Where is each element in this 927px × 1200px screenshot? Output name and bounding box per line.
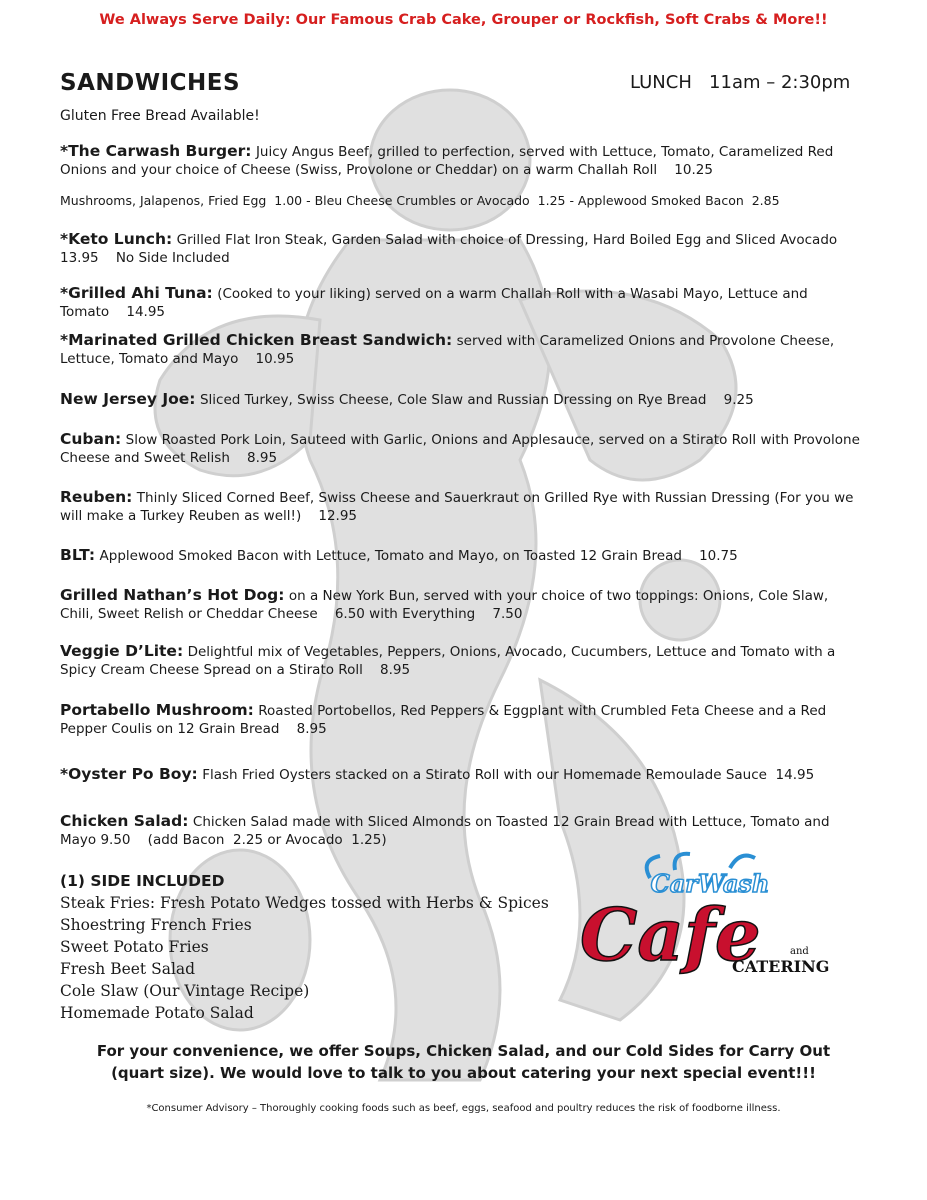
item-name: New Jersey Joe:: [60, 390, 196, 408]
item-description: Thinly Sliced Corned Beef, Swiss Cheese and Sauerkraut on Grilled Rye with Russian Dressing (For you we will make a Turkey Reuben as well!) 12.95: [60, 490, 858, 524]
item-description: Applewood Smoked Bacon with Lettuce, Tomato and Mayo, on Toasted 12 Grain Bread 10.75: [99, 548, 738, 564]
item-description: Delightful mix of Vegetables, Peppers, Onions, Avocado, Cucumbers, Lettuce and Tomato with a Spicy Cream Cheese Spread on a Stirato Roll 8.95: [60, 644, 840, 678]
menu-item-chicken-breast-sandwich: [60, 331, 860, 368]
item-name: BLT:: [60, 546, 96, 564]
item-description: Slow Roasted Pork Loin, Sauteed with Garlic, Onions and Applesauce, served on a Stirato Roll with Provolone Cheese and Sweet Relish 8.95: [60, 432, 865, 466]
item-description: Chicken Salad made with Sliced Almonds on Toasted 12 Grain Bread with Lettuce, Tomato and Mayo 9.50 (add Bacon 2.25 or Avocado 1.25): [60, 814, 834, 848]
menu-item-blt: [60, 546, 860, 565]
item-name: *Keto Lunch:: [60, 230, 173, 248]
menu-item-nathans-hot-dog: [60, 586, 860, 623]
menu-item-chicken-salad: [60, 812, 860, 849]
item-description: (Cooked to your liking) served on a warm Challah Roll with a Wasabi Mayo, Lettuce and Tomato 14.95: [60, 286, 813, 320]
side-item: Homemade Potato Salad: [60, 1004, 254, 1022]
logo-cafe-text: Cafe: [580, 892, 761, 977]
item-name: Portabello Mushroom:: [60, 701, 254, 719]
side-item: Shoestring French Fries: [60, 916, 252, 934]
side-item: Sweet Potato Fries: [60, 938, 209, 956]
menu-item-portabello-mushroom: [60, 701, 860, 738]
section-title: SANDWICHES: [60, 70, 241, 96]
menu-item-reuben: [60, 488, 860, 525]
item-name: Grilled Nathan’s Hot Dog:: [60, 586, 285, 604]
sides-section: [60, 872, 560, 1024]
item-name: *Oyster Po Boy:: [60, 765, 198, 783]
item-name: *Marinated Grilled Chicken Breast Sandwich:: [60, 331, 453, 349]
item-name: Veggie D’Lite:: [60, 642, 184, 660]
item-description: Roasted Portobellos, Red Peppers & Eggplant with Crumbled Feta Cheese and a Red Pepper Coulis on 12 Grain Bread 8.95: [60, 703, 831, 737]
carry-out-note: [40, 1040, 887, 1084]
menu-item-ahi-tuna: [60, 284, 860, 321]
lunch-hours: LUNCH 11am – 2:30pm: [630, 72, 851, 93]
carwash-cafe-logo: [580, 848, 840, 988]
item-description: on a New York Bun, served with your choice of two toppings: Onions, Cole Slaw, Chili, Sweet Relish or Cheddar Cheese 6.50 with Everything 7.50: [60, 588, 833, 622]
item-name: *The Carwash Burger:: [60, 142, 252, 160]
item-description: Juicy Angus Beef, grilled to perfection, served with Lettuce, Tomato, Caramelized Red Onions and your choice of Cheese (Swiss, Provolone or Cheddar) on a warm Challah Roll 10.25: [60, 144, 838, 178]
daily-specials-banner: We Always Serve Daily: Our Famous Crab Cake, Grouper or Rockfish, Soft Crabs & More!!: [99, 12, 828, 28]
item-description: served with Caramelized Onions and Provolone Cheese, Lettuce, Tomato and Mayo 10.95: [60, 333, 839, 367]
menu-item-veggie-dlite: [60, 642, 860, 679]
side-item: Fresh Beet Salad: [60, 960, 196, 978]
item-description: Sliced Turkey, Swiss Cheese, Cole Slaw and Russian Dressing on Rye Bread 9.25: [199, 392, 754, 408]
logo-catering-text: Catering: [732, 957, 830, 976]
menu-item-oyster-po-boy: [60, 765, 860, 784]
sides-title: (1) SIDE INCLUDED: [60, 872, 225, 890]
menu-item-cuban: [60, 430, 865, 467]
menu-item-keto-lunch: [60, 230, 860, 267]
item-description: Grilled Flat Iron Steak, Garden Salad with choice of Dressing, Hard Boiled Egg and Sliced Avocado 13.95 No Side Included: [60, 232, 855, 266]
menu-item-new-jersey-joe: [60, 390, 860, 409]
gluten-free-note: Gluten Free Bread Available!: [60, 108, 260, 124]
item-name: Chicken Salad:: [60, 812, 189, 830]
side-item: Cole Slaw (Our Vintage Recipe): [60, 982, 310, 1000]
burger-addons: Mushrooms, Jalapenos, Fried Egg 1.00 - Bleu Cheese Crumbles or Avocado 1.25 - Applewood Smoked Bacon 2.85: [60, 193, 780, 208]
side-item: Steak Fries: Fresh Potato Wedges tossed with Herbs & Spices: [60, 894, 549, 912]
menu-item-carwash-burger: [60, 142, 860, 179]
item-name: Cuban:: [60, 430, 122, 448]
item-description: Flash Fried Oysters stacked on a Stirato Roll with our Homemade Remoulade Sauce 14.95: [202, 767, 815, 783]
carry-out-line-1: For your convenience, we offer Soups, Chicken Salad, and our Cold Sides for Carry Out: [96, 1042, 831, 1060]
carry-out-line-2: (quart size). We would love to talk to you about catering your next special event!!!: [111, 1064, 816, 1082]
item-name: Reuben:: [60, 488, 133, 506]
consumer-advisory: *Consumer Advisory – Thoroughly cooking foods such as beef, eggs, seafood and poultry reduces the risk of foodborne illness.: [146, 1103, 781, 1114]
logo-carwash-text: CarWash: [650, 869, 770, 898]
item-name: *Grilled Ahi Tuna:: [60, 284, 213, 302]
logo-and-text: and: [790, 946, 809, 957]
